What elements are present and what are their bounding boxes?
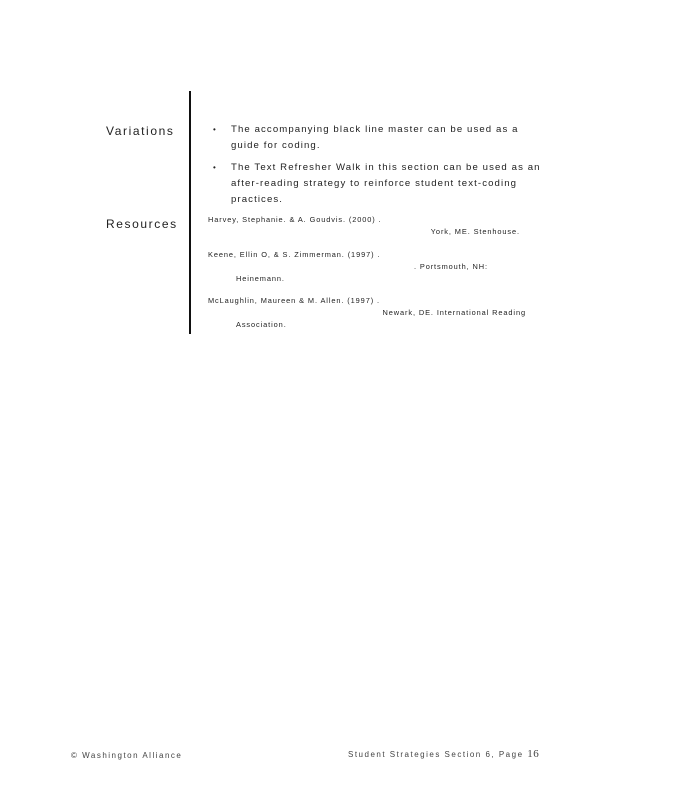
variation-item [213, 160, 543, 208]
citation-authors: Keene, Ellin O, & S. Zimmerman. (1997) . [208, 250, 381, 259]
page-number: 16 [527, 748, 540, 760]
variation-text: The Text Refresher Walk in this section can be used as an after-reading strategy to reinforce student text-coding practices. [231, 162, 541, 205]
footer-page-info [348, 748, 539, 760]
vertical-divider [189, 91, 191, 334]
footer-section: Student Strategies Section 6, Page [348, 750, 524, 759]
bullet-icon: • [213, 125, 217, 134]
citation-publisher: . Portsmouth, NH: [413, 262, 488, 271]
footer-copyright: © Washington Alliance [71, 751, 183, 760]
variation-item [213, 122, 543, 154]
citation-authors: McLaughlin, Maureen & M. Allen. (1997) . [208, 296, 380, 305]
resource-citation [208, 214, 538, 238]
section-label-variations: Variations [106, 124, 175, 138]
variation-text: The accompanying black line master can be used as a guide for coding. [231, 124, 519, 151]
citation-publisher-cont: Heinemann. [236, 274, 285, 283]
citation-publisher: Newark, DE. International Reading [382, 308, 526, 317]
section-label-resources: Resources [106, 217, 178, 231]
citation-authors: Harvey, Stephanie. & A. Goudvis. (2000) . [208, 215, 382, 224]
bullet-icon: • [213, 163, 217, 172]
citation-publisher-cont: Association. [236, 320, 287, 329]
resource-citation [208, 249, 538, 285]
resource-citation [208, 295, 538, 331]
citation-publisher: York, ME. Stenhouse. [430, 227, 520, 236]
